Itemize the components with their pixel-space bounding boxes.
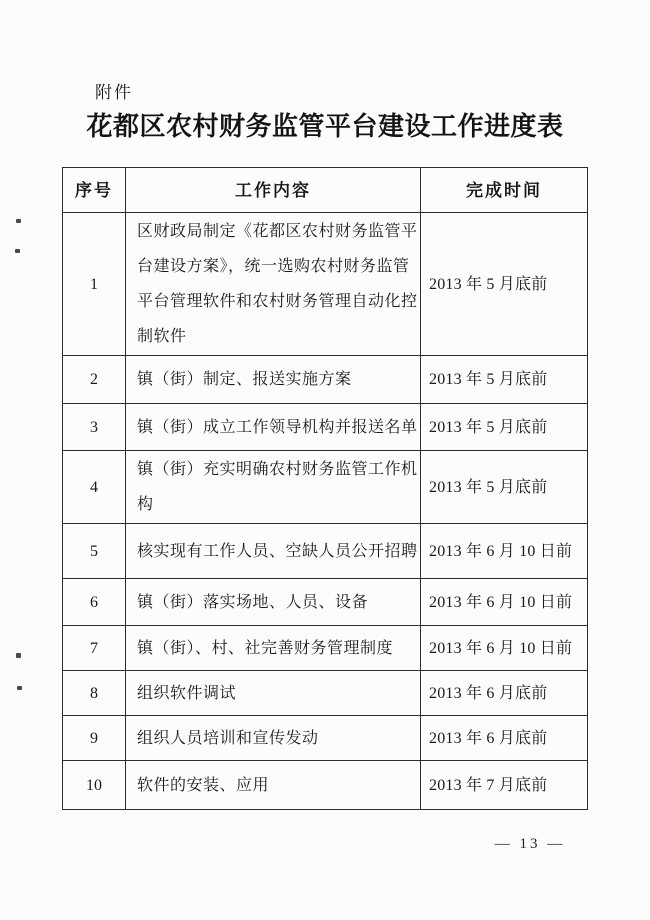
- row-time: 2013 年 5 月底前: [421, 404, 588, 451]
- row-content: 区财政局制定《花都区农村财务监管平台建设方案》，统一选购农村财务监管平台管理软件和农村财务管理自动化控制软件: [126, 213, 421, 356]
- row-number: 5: [63, 524, 126, 579]
- row-content: 软件的安装、应用: [126, 761, 421, 810]
- table-row: [63, 626, 588, 671]
- page-title: 花都区农村财务监管平台建设工作进度表: [86, 112, 564, 141]
- row-number: 10: [63, 761, 126, 810]
- table-row: [63, 716, 588, 761]
- row-time: 2013 年 5 月底前: [421, 356, 588, 404]
- row-content: 镇（街）充实明确农村财务监管工作机构: [126, 451, 421, 524]
- row-content: 组织人员培训和宣传发动: [126, 716, 421, 761]
- row-number: 3: [63, 404, 126, 451]
- row-time: 2013 年 6 月 10 日前: [421, 579, 588, 626]
- row-number: 1: [63, 213, 126, 356]
- row-time: 2013 年 7 月底前: [421, 761, 588, 810]
- row-content: 镇（街）、村、社完善财务管理制度: [126, 626, 421, 671]
- table-row: [63, 404, 588, 451]
- row-content: 镇（街）制定、报送实施方案: [126, 356, 421, 404]
- column-header-content: 工作内容: [126, 168, 421, 213]
- row-time: 2013 年 6 月 10 日前: [421, 524, 588, 579]
- table-row: [63, 213, 588, 356]
- table-row: [63, 579, 588, 626]
- row-time: 2013 年 6 月 10 日前: [421, 626, 588, 671]
- scan-speck: [16, 219, 21, 223]
- scan-speck: [16, 653, 21, 658]
- row-number: 8: [63, 671, 126, 716]
- page-number: — 13 —: [494, 836, 566, 852]
- table-header-row: [63, 168, 588, 213]
- row-time: 2013 年 6 月底前: [421, 671, 588, 716]
- table-row: [63, 356, 588, 404]
- progress-table: [62, 167, 588, 810]
- row-number: 6: [63, 579, 126, 626]
- scan-speck: [17, 686, 22, 690]
- table-row: [63, 451, 588, 524]
- table-row: [63, 671, 588, 716]
- table-row: [63, 761, 588, 810]
- column-header-seq: 序号: [63, 168, 126, 213]
- row-content: 镇（街）成立工作领导机构并报送名单: [126, 404, 421, 451]
- scan-speck: [15, 249, 20, 253]
- row-content: 核实现有工作人员、空缺人员公开招聘: [126, 524, 421, 579]
- row-content: 组织软件调试: [126, 671, 421, 716]
- attachment-label: 附件: [95, 83, 133, 102]
- row-time: 2013 年 5 月底前: [421, 213, 588, 356]
- row-number: 2: [63, 356, 126, 404]
- row-content: 镇（街）落实场地、人员、设备: [126, 579, 421, 626]
- row-time: 2013 年 5 月底前: [421, 451, 588, 524]
- column-header-time: 完成时间: [421, 168, 588, 213]
- row-number: 9: [63, 716, 126, 761]
- table-row: [63, 524, 588, 579]
- row-number: 7: [63, 626, 126, 671]
- row-time: 2013 年 6 月底前: [421, 716, 588, 761]
- row-number: 4: [63, 451, 126, 524]
